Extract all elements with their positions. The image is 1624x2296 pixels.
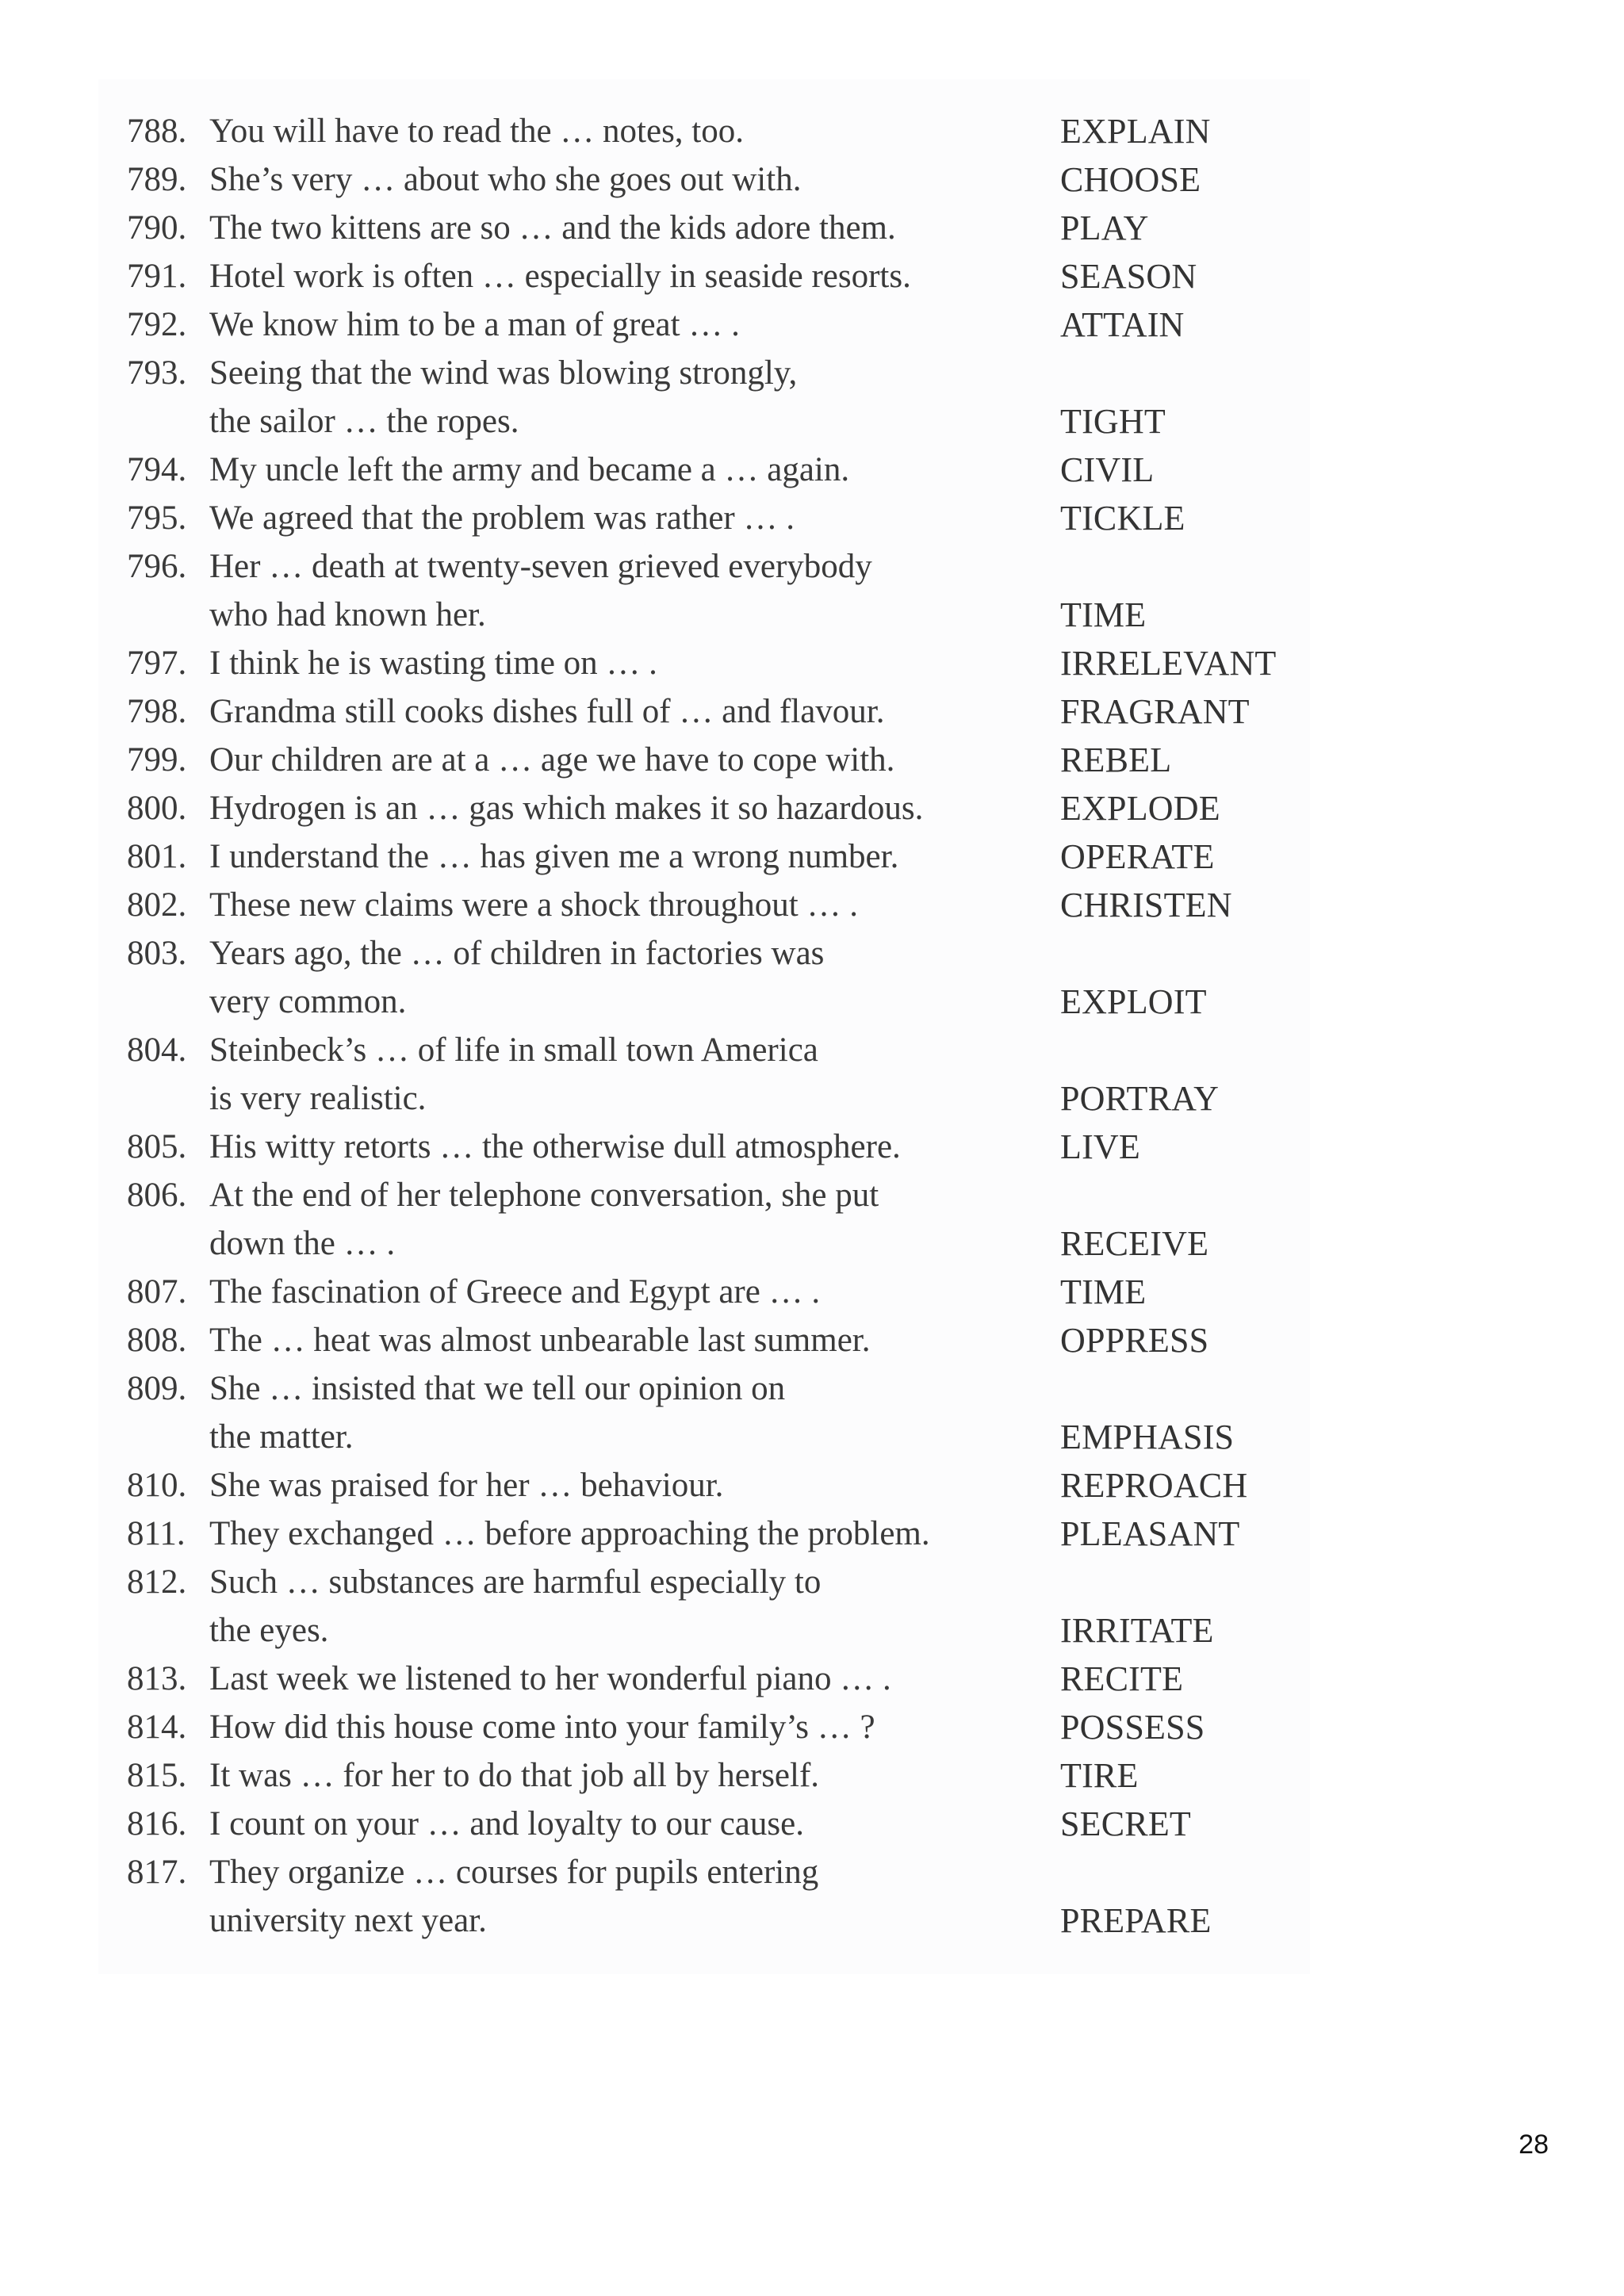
exercise-sentence <box>127 1123 1060 1171</box>
item-number: 815. <box>127 1757 187 1794</box>
sentence-line <box>127 107 1060 155</box>
item-number: 813. <box>127 1660 187 1697</box>
item-number: 807. <box>127 1273 187 1311</box>
item-number: 811. <box>127 1515 186 1552</box>
base-word: SEASON <box>1060 257 1197 296</box>
exercise-sentence <box>127 1316 1060 1364</box>
exercise-sentence <box>127 639 1060 687</box>
item-number: 792. <box>127 306 187 343</box>
page-number: 28 <box>1519 2130 1549 2160</box>
sentence-text: These new claims were a shock throughout … . <box>209 886 858 924</box>
base-word: RECEIVE <box>1060 1224 1209 1263</box>
sentence-line <box>127 252 1060 300</box>
base-word: REBEL <box>1060 740 1172 779</box>
exercise-sentence <box>127 155 1060 204</box>
exercise-item <box>127 204 1300 252</box>
sentence-text: I count on your … and loyalty to our cause. <box>209 1805 804 1843</box>
exercise-sentence <box>127 1703 1060 1751</box>
sentence-line <box>127 736 1060 784</box>
sentence-line <box>127 1655 1060 1703</box>
item-number: 810. <box>127 1467 187 1504</box>
exercise-sentence <box>127 881 1060 929</box>
exercise-item <box>127 494 1300 542</box>
base-word: ATTAIN <box>1060 305 1185 344</box>
sentence-text: At the end of her telephone conversation, she put <box>209 1177 879 1214</box>
base-word: REPROACH <box>1060 1466 1248 1505</box>
sentence-line <box>127 1171 1060 1219</box>
item-number: 788. <box>127 113 187 150</box>
base-word: FRAGRANT <box>1060 692 1250 731</box>
exercise-sentence <box>127 204 1060 252</box>
sentence-text: We agreed that the problem was rather … . <box>209 499 795 537</box>
base-word: EXPLAIN <box>1060 112 1211 151</box>
exercise-item <box>127 1751 1300 1800</box>
exercise-sentence <box>127 1848 1060 1945</box>
exercise-sentence <box>127 446 1060 494</box>
sentence-continuation: is very realistic. <box>209 1080 427 1117</box>
exercise-sentence <box>127 1461 1060 1510</box>
exercise-item <box>127 252 1300 300</box>
exercise-item <box>127 832 1300 881</box>
sentence-text: His witty retorts … the otherwise dull atmosphere. <box>209 1128 901 1165</box>
item-number: 809. <box>127 1370 187 1407</box>
base-word: CIVIL <box>1060 450 1155 489</box>
exercise-item <box>127 1171 1300 1268</box>
item-number: 806. <box>127 1177 187 1214</box>
item-number: 803. <box>127 935 187 972</box>
sentence-text: Her … death at twenty-seven grieved everybody <box>209 548 872 585</box>
sentence-text: Hotel work is often … especially in seaside resorts. <box>209 258 911 295</box>
sentence-continuation: the matter. <box>209 1418 354 1456</box>
exercise-sentence <box>127 300 1060 349</box>
sentence-line <box>127 542 1060 591</box>
sentence-text: They exchanged … before approaching the problem. <box>209 1515 930 1552</box>
sentence-text: They organize … courses for pupils entering <box>209 1854 819 1891</box>
item-number: 802. <box>127 886 187 924</box>
exercise-item <box>127 929 1300 1026</box>
exercise-item <box>127 1026 1300 1123</box>
exercise-item <box>127 542 1300 639</box>
exercise-item <box>127 1558 1300 1655</box>
sentence-text: It was … for her to do that job all by herself. <box>209 1757 820 1794</box>
sentence-line <box>127 446 1060 494</box>
sentence-line <box>127 1800 1060 1848</box>
exercise-sentence <box>127 542 1060 639</box>
base-word: SECRET <box>1060 1804 1191 1843</box>
sentence-continuation: very common. <box>209 983 407 1020</box>
exercise-sentence <box>127 687 1060 736</box>
base-word: PORTRAY <box>1060 1079 1220 1118</box>
sentence-line <box>127 881 1060 929</box>
sentence-line <box>127 1558 1060 1606</box>
sentence-line <box>127 639 1060 687</box>
sentence-line <box>127 1461 1060 1510</box>
sentence-text: My uncle left the army and became a … again. <box>209 451 850 488</box>
sentence-line <box>127 155 1060 204</box>
base-word: LIVE <box>1060 1127 1140 1166</box>
base-word: RECITE <box>1060 1659 1184 1698</box>
item-number: 817. <box>127 1854 187 1891</box>
base-word: OPERATE <box>1060 837 1215 876</box>
sentence-line <box>127 929 1060 978</box>
base-word: PLAY <box>1060 209 1149 247</box>
exercise-list <box>127 107 1300 1945</box>
exercise-sentence <box>127 1751 1060 1800</box>
exercise-sentence <box>127 1558 1060 1655</box>
sentence-text: The … heat was almost unbearable last summer. <box>209 1322 871 1359</box>
sentence-text: Years ago, the … of children in factories was <box>209 935 825 972</box>
exercise-sentence <box>127 784 1060 832</box>
sentence-continuation: down the … . <box>209 1225 396 1262</box>
sentence-text: Steinbeck’s … of life in small town America <box>209 1031 818 1069</box>
sentence-text: She … insisted that we tell our opinion on <box>209 1370 786 1407</box>
exercise-item <box>127 687 1300 736</box>
sentence-text: She’s very … about who she goes out with. <box>209 161 802 198</box>
sentence-text: The two kittens are so … and the kids adore them. <box>209 209 896 247</box>
exercise-item <box>127 1268 1300 1316</box>
base-word: CHRISTEN <box>1060 886 1232 924</box>
sentence-line <box>127 1751 1060 1800</box>
sentence-text: You will have to read the … notes, too. <box>209 113 744 150</box>
item-number: 795. <box>127 499 187 537</box>
exercise-item <box>127 349 1300 446</box>
item-number: 797. <box>127 645 187 682</box>
sentence-line <box>127 1123 1060 1171</box>
sentence-text: The fascination of Greece and Egypt are … . <box>209 1273 821 1311</box>
exercise-item <box>127 736 1300 784</box>
exercise-item <box>127 1364 1300 1461</box>
base-word: PREPARE <box>1060 1901 1212 1940</box>
sentence-line <box>127 1364 1060 1413</box>
exercise-item <box>127 1316 1300 1364</box>
exercise-sentence <box>127 1171 1060 1268</box>
sentence-text: Grandma still cooks dishes full of … and flavour. <box>209 693 885 730</box>
sentence-text: She was praised for her … behaviour. <box>209 1467 724 1504</box>
exercise-sentence <box>127 349 1060 446</box>
sentence-line <box>127 1703 1060 1751</box>
exercise-item <box>127 1848 1300 1945</box>
base-word: TICKLE <box>1060 499 1185 538</box>
exercise-item <box>127 639 1300 687</box>
base-word: EMPHASIS <box>1060 1418 1235 1456</box>
item-number: 791. <box>127 258 187 295</box>
sentence-line <box>127 1848 1060 1896</box>
exercise-item <box>127 155 1300 204</box>
base-word: PLEASANT <box>1060 1514 1240 1553</box>
item-number: 801. <box>127 838 187 875</box>
sentence-line <box>127 494 1060 542</box>
exercise-item <box>127 300 1300 349</box>
base-word: TIME <box>1060 595 1147 634</box>
exercise-sentence <box>127 107 1060 155</box>
sentence-continuation: the eyes. <box>209 1612 329 1649</box>
item-number: 796. <box>127 548 187 585</box>
base-word: TIME <box>1060 1272 1147 1311</box>
exercise-sentence <box>127 929 1060 1026</box>
item-number: 812. <box>127 1563 187 1601</box>
exercise-item <box>127 1461 1300 1510</box>
exercise-sentence <box>127 1655 1060 1703</box>
base-word: POSSESS <box>1060 1708 1205 1747</box>
base-word: TIGHT <box>1060 402 1166 441</box>
exercise-item <box>127 1703 1300 1751</box>
item-number: 798. <box>127 693 187 730</box>
sentence-line <box>127 784 1060 832</box>
exercise-sentence <box>127 1364 1060 1461</box>
sentence-text: I think he is wasting time on … . <box>209 645 657 682</box>
exercise-sentence <box>127 1268 1060 1316</box>
sentence-line <box>127 687 1060 736</box>
sentence-line <box>127 349 1060 397</box>
item-number: 800. <box>127 790 187 827</box>
sentence-text: Last week we listened to her wonderful piano … . <box>209 1660 891 1697</box>
sentence-continuation: the sailor … the ropes. <box>209 403 519 440</box>
exercise-sentence <box>127 736 1060 784</box>
item-number: 799. <box>127 741 187 779</box>
sentence-text: We know him to be a man of great … . <box>209 306 740 343</box>
sentence-continuation: university next year. <box>209 1902 487 1939</box>
base-word: EXPLODE <box>1060 789 1220 828</box>
sentence-text: Seeing that the wind was blowing strongly, <box>209 354 798 392</box>
item-number: 805. <box>127 1128 187 1165</box>
item-number: 816. <box>127 1805 187 1843</box>
item-number: 793. <box>127 354 187 392</box>
exercise-item <box>127 446 1300 494</box>
sentence-text: I understand the … has given me a wrong number. <box>209 838 899 875</box>
exercise-item <box>127 881 1300 929</box>
exercise-item <box>127 107 1300 155</box>
exercise-sentence <box>127 494 1060 542</box>
sentence-line <box>127 1316 1060 1364</box>
item-number: 804. <box>127 1031 187 1069</box>
sentence-line <box>127 832 1060 881</box>
exercise-item <box>127 1123 1300 1171</box>
sentence-text: How did this house come into your family’s … ? <box>209 1709 875 1746</box>
item-number: 814. <box>127 1709 187 1746</box>
base-word: OPPRESS <box>1060 1321 1209 1360</box>
sentence-line <box>127 204 1060 252</box>
sentence-line <box>127 1026 1060 1074</box>
sentence-continuation: who had known her. <box>209 596 486 633</box>
base-word: TIRE <box>1060 1756 1139 1795</box>
exercise-item <box>127 1800 1300 1848</box>
base-word: IRRITATE <box>1060 1611 1214 1650</box>
sentence-text: Such … substances are harmful especially to <box>209 1563 822 1601</box>
item-number: 790. <box>127 209 187 247</box>
sentence-text: Our children are at a … age we have to cope with. <box>209 741 895 779</box>
exercise-sentence <box>127 1026 1060 1123</box>
item-number: 794. <box>127 451 187 488</box>
base-word: CHOOSE <box>1060 160 1201 199</box>
exercise-item <box>127 1655 1300 1703</box>
base-word: EXPLOIT <box>1060 982 1207 1021</box>
sentence-line <box>127 1510 1060 1558</box>
item-number: 789. <box>127 161 187 198</box>
exercise-sentence <box>127 252 1060 300</box>
exercise-sentence <box>127 1510 1060 1558</box>
exercise-item <box>127 784 1300 832</box>
sentence-text: Hydrogen is an … gas which makes it so hazardous. <box>209 790 924 827</box>
exercise-sentence <box>127 832 1060 881</box>
sentence-line <box>127 300 1060 349</box>
sentence-line <box>127 1268 1060 1316</box>
base-word: IRRELEVANT <box>1060 644 1277 683</box>
exercise-item <box>127 1510 1300 1558</box>
item-number: 808. <box>127 1322 187 1359</box>
exercise-sentence <box>127 1800 1060 1848</box>
